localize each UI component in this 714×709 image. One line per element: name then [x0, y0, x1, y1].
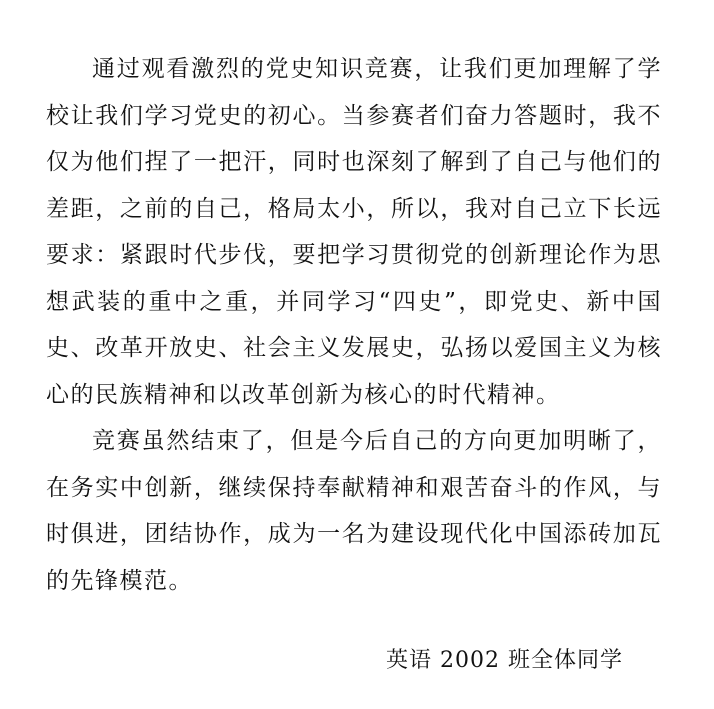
signature-line: 英语 2002 班全体同学: [386, 648, 623, 673]
document-body: [46, 46, 662, 604]
paragraph-2: 竞赛虽然结束了，但是今后自己的方向更加明晰了，在务实中创新，继续保持奉献精神和艰苦奋斗的作风，与时俱进，团结协作，成为一名为建设现代化中国添砖加瓦的先锋模范。: [46, 428, 662, 594]
paragraph-1: 通过观看激烈的党史知识竞赛，让我们更加理解了学校让我们学习党史的初心。当参赛者们奋力答题时，我不仅为他们捏了一把汗，同时也深刻了解到了自己与他们的差距，之前的自己，格局太小，所以，我对自己立下长远要求：紧跟时代步伐，要把学习贯彻党的创新理论作为思想武装的重中之重，并同学习“四史”，即党史、新中国史、改革开放史、社会主义发展史，弘扬以爱国主义为核心的民族精神和以改革创新为核心的时代精神。: [46, 56, 662, 408]
